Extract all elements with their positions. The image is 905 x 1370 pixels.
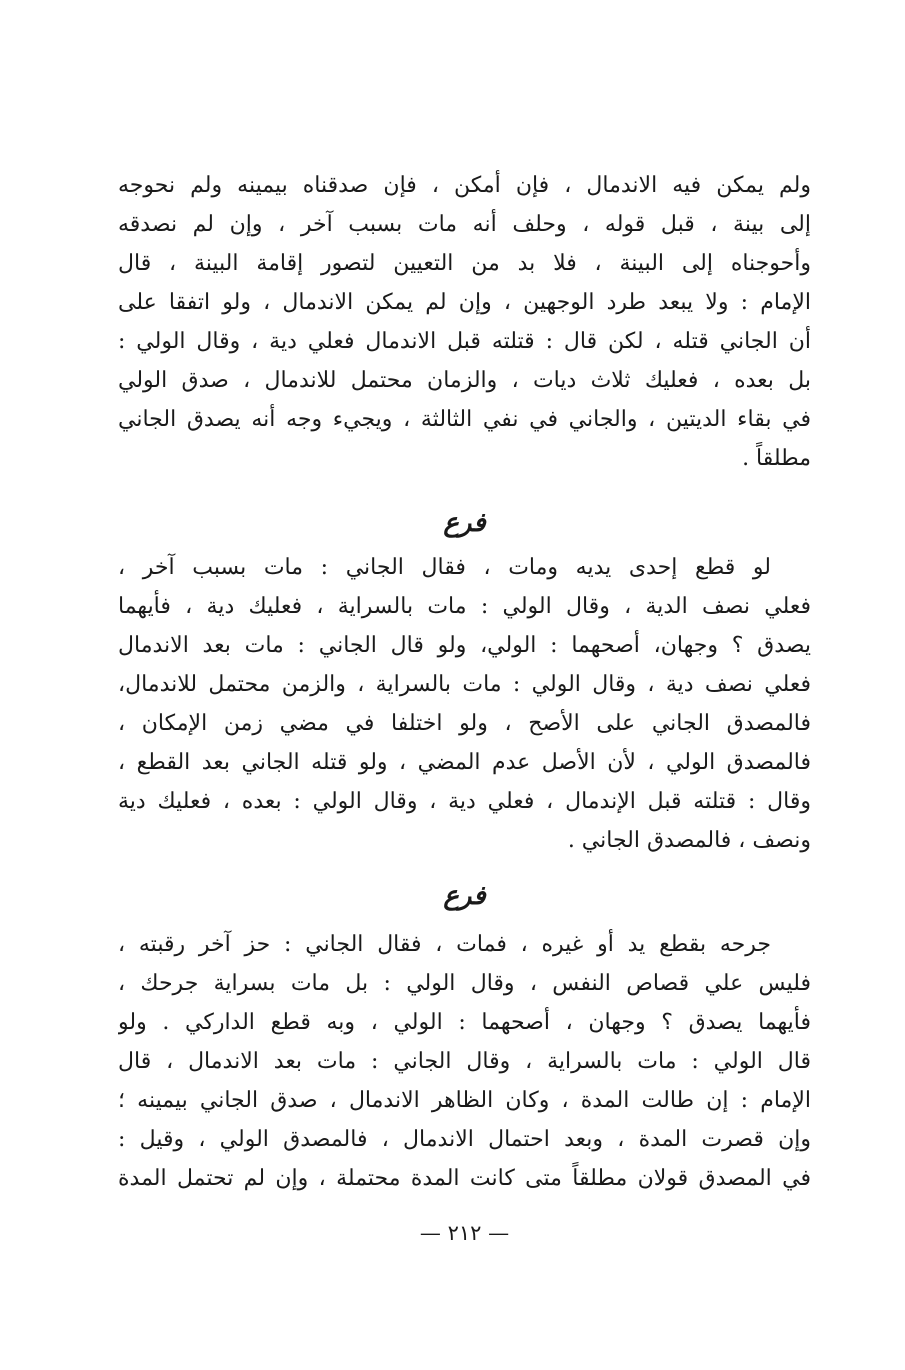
section-heading: فرع bbox=[443, 508, 486, 538]
text-line: فعلي نصف الدية ، وقال الولي : مات بالسراية ، فعليك دية ، فأيهما bbox=[118, 594, 811, 619]
text-line: قال الولي : مات بالسراية ، وقال الجاني : مات بعد الاندمال ، قال bbox=[118, 1049, 811, 1074]
text-line: وقال : قتلته قبل الإندمال ، فعلي دية ، وقال الولي : بعده ، فعليك دية bbox=[118, 789, 811, 814]
text-line: فأيهما يصدق ؟ وجهان ، أصحهما : الولي ، وبه قطع الداركي . ولو bbox=[118, 1010, 811, 1035]
text-line: الإمام : إن طالت المدة ، وكان الظاهر الاندمال ، صدق الجاني بيمينه ؛ bbox=[118, 1088, 811, 1113]
text-line: في المصدق قولان مطلقاً متى كانت المدة محتملة ، وإن لم تحتمل المدة bbox=[118, 1166, 811, 1191]
text-line: الإمام : ولا يبعد طرد الوجهين ، وإن لم يمكن الاندمال ، ولو اتفقا على bbox=[118, 290, 811, 315]
paragraph-2 bbox=[118, 548, 811, 860]
text-line: مطلقاً . bbox=[742, 446, 811, 471]
text-line: لو قطع إحدى يديه ومات ، فقال الجاني : مات بسبب آخر ، bbox=[118, 555, 771, 580]
section-heading: فرع bbox=[443, 881, 486, 911]
text-line: فالمصدق الولي ، لأن الأصل عدم المضي ، ولو قتله الجاني بعد القطع ، bbox=[118, 750, 811, 775]
page-number: — ٢١٢ — bbox=[419, 1221, 510, 1245]
paragraph-1 bbox=[118, 166, 811, 478]
text-line: في بقاء الديتين ، والجاني في نفي الثالثة ، ويجيء وجه أنه يصدق الجاني bbox=[118, 407, 811, 432]
text-line: إلى بينة ، قبل قوله ، وحلف أنه مات بسبب آخر ، وإن لم نصدقه bbox=[118, 212, 811, 237]
text-line: يصدق ؟ وجهان، أصحهما : الولي، ولو قال الجاني : مات بعد الاندمال bbox=[118, 633, 811, 658]
text-line: فعلي نصف دية ، وقال الولي : مات بالسراية ، والزمن محتمل للاندمال، bbox=[118, 672, 811, 697]
text-line: بل بعده ، فعليك ثلاث ديات ، والزمان محتمل للاندمال ، صدق الولي bbox=[118, 368, 811, 393]
text-line: ونصف ، فالمصدق الجاني . bbox=[567, 828, 811, 853]
text-line: جرحه بقطع يد أو غيره ، فمات ، فقال الجاني : حز آخر رقبته ، bbox=[118, 932, 771, 957]
text-line: ولم يمكن فيه الاندمال ، فإن أمكن ، فإن صدقناه بيمينه ولم نحوجه bbox=[118, 173, 811, 198]
text-line: أن الجاني قتله ، لكن قال : قتلته قبل الاندمال فعلي دية ، وقال الولي : bbox=[118, 329, 811, 354]
text-line: فالمصدق الجاني على الأصح ، ولو اختلفا في مضي زمن الإمكان ، bbox=[118, 711, 811, 736]
text-line: وإن قصرت المدة ، وبعد احتمال الاندمال ، فالمصدق الولي ، وقيل : bbox=[118, 1127, 811, 1152]
text-line: فليس علي قصاص النفس ، وقال الولي : بل مات بسراية جرحك ، bbox=[118, 971, 811, 996]
paragraph-3 bbox=[118, 925, 811, 1198]
text-line: وأحوجناه إلى البينة ، فلا بد من التعيين لتصور إقامة البينة ، قال bbox=[118, 251, 811, 276]
